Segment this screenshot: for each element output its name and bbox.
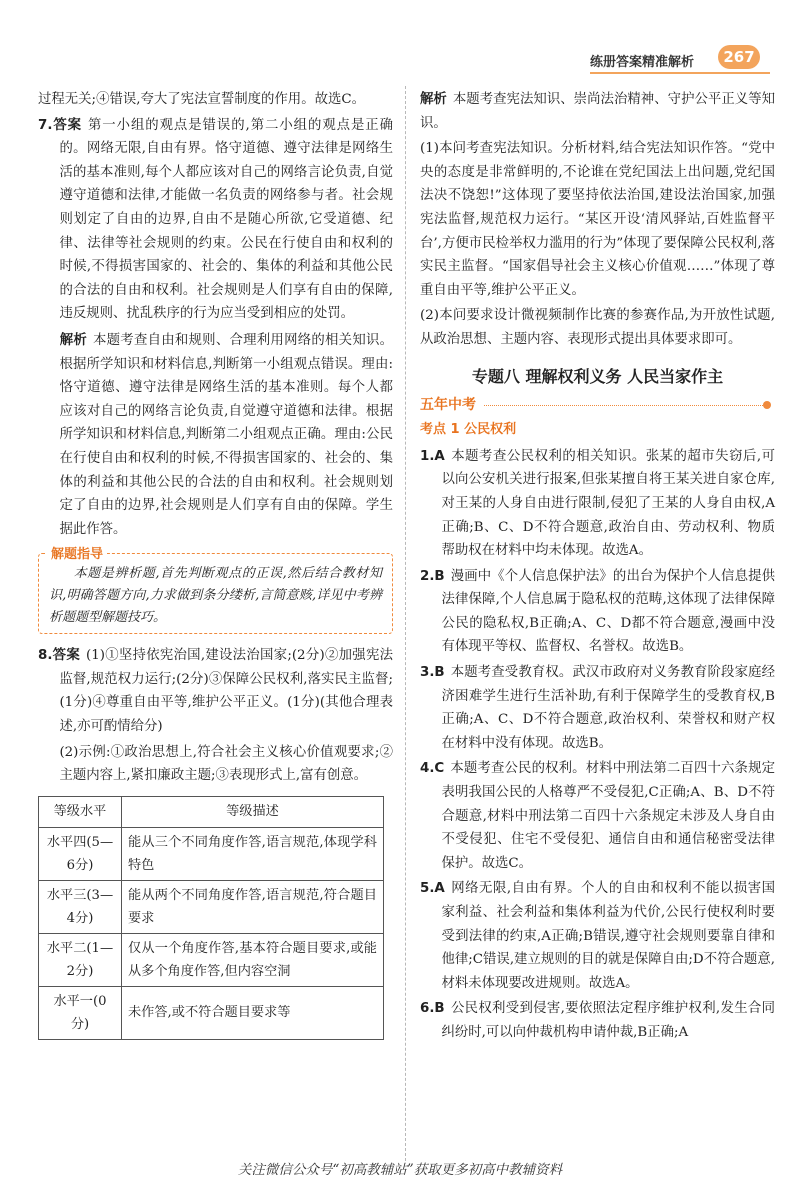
answer-item — [420, 757, 775, 875]
q8-analysis — [420, 88, 775, 135]
q7-answer — [38, 114, 393, 326]
answer-number: 3.B — [420, 665, 445, 681]
five-year-heading — [420, 394, 775, 414]
tip-title: 解题指导 — [47, 544, 107, 566]
page-number: 267 — [718, 45, 760, 69]
answer-text: 本题考查受教育权。武汉市政府对义务教育阶段家庭经济困难学生进行生活补助,有利于保障学生的受教育权,B正确;A、C、D不符合题意,政治权利、荣誉权和财产权在材料中没有体现。故选B。 — [441, 665, 775, 751]
level-cell: 水平四(5—6分) — [39, 827, 122, 880]
q7-analysis-label: 解析 — [59, 332, 87, 348]
level-cell: 水平一(0分) — [39, 986, 122, 1039]
q8-answer-label: 答案 — [52, 648, 80, 664]
right-column — [420, 88, 775, 1047]
q7-number: 7. — [38, 117, 53, 133]
q7-answer-text: 第一小组的观点是错误的,第二小组的观点是正确的。网络无限,自由有界。恪守道德、遵守法律是网络生活的基本准则,每个人都应该对自己的网络言论负责,自觉遵守道德和法律,才能做一名负责的网络参与者。社会规则划定了自由的边界,自由不是随心所欲,它受道德、纪律、法律等社会规则的约束。公民在行使自由和权利的时候,不得损害国家的、社会的、集体的利益和其他公民的合法的自由和权利。社会规则是人们享有自由的保障,违反规则、扰乱秩序的行为应当受到相应的处罚。 — [59, 117, 393, 322]
q7-answer-label: 答案 — [52, 117, 82, 133]
q8-answer — [38, 644, 393, 738]
grade-table — [38, 796, 384, 1040]
q8-analysis-intro: 本题考查宪法知识、崇尚法治精神、守护公平正义等知识。 — [420, 92, 776, 131]
answer-text: 公民权利受到侵害,要依照法定程序维护权利,发生合同纠纷时,可以向仲裁机构申请仲裁,B正确;A — [441, 1001, 775, 1040]
q8-analysis-label: 解析 — [420, 92, 447, 107]
tip-box — [38, 547, 393, 634]
header-desc: 等级描述 — [122, 796, 384, 827]
answer-number: 4.C — [420, 761, 445, 777]
answer-text: 漫画中《个人信息保护法》的出台为保护个人信息提供法律保障,个人信息属于隐私权的范畴,这体现了法律保障公民的隐私权,B正确;A、C、D都不符合题意,漫画中没有体现平等权、监督权、名誉权。故选B。 — [441, 568, 775, 655]
page-header — [590, 43, 770, 77]
q8-answer-text: (1)①坚持依宪治国,建设法治国家;(2分)②加强宪法监督,规范权力运行;(2分)③保障公民权利,落实民主监督;(1分)④尊重自由平等,维护公平正义。(1分)(其他合理表述,亦可酌情给分) — [59, 648, 394, 735]
header-level: 等级水平 — [39, 796, 122, 827]
q8-analysis-part2: (2)本问要求设计微视频制作比赛的参赛作品,为开放性试题,从政治思想、主题内容、表现形式提出具体要求即可。 — [420, 308, 775, 347]
answer-item — [420, 661, 775, 755]
page-footer: 关注微信公众号“初高教辅站”获取更多初高中教辅资料 — [237, 1162, 563, 1178]
desc-cell: 能从两个不同角度作答,语言规范,符合题目要求 — [122, 880, 384, 933]
rule-dot-icon — [763, 401, 771, 409]
answer-item — [420, 565, 775, 659]
desc-cell: 仅从一个角度作答,基本符合题目要求,或能从多个角度作答,但内容空洞 — [122, 933, 384, 986]
answer-number: 5.A — [420, 881, 445, 897]
answer-item — [420, 445, 775, 563]
dotted-rule — [484, 405, 763, 406]
q7-analysis-text: 本题考查自由和规则、合理利用网络的相关知识。根据所学知识和材料信息,判断第一小组观点错误。理由:恪守道德、遵守法律是网络生活的基本准则。每个人都应该对自己的网络言论负责,自觉遵守道德和法律。根据所学知识和材料信息,判断第二小组观点正确。理由:公民在行使自由和权利的时候,不得损害国家的、社会的、集体的利益和其他公民的合法的自由和权利。社会规则划定了自由的边界,社会规则是人们享有自由的保障。学生据此作答。 — [59, 332, 394, 537]
table-row — [39, 880, 384, 933]
answer-item — [420, 997, 775, 1044]
table-row — [39, 986, 384, 1039]
q7-analysis — [38, 329, 393, 541]
header-title: 练册答案精准解析 — [590, 55, 695, 70]
answer-text: 本题考查公民权利的相关知识。张某的超市失窃后,可以向公安机关进行报案,但张某擅自将王某关进自家仓库,对王某的人身自由进行限制,侵犯了王某的人身自由权,A正确;B、C、D不符合题意,政治自由、劳动权利、物质帮助权在材料中均未体现。故选A。 — [441, 448, 775, 559]
answer-number: 1.A — [420, 448, 445, 464]
level-cell: 水平二(1—2分) — [39, 933, 122, 986]
q8-number: 8. — [38, 648, 53, 664]
grade-table-header — [39, 796, 384, 827]
q8-analysis-part1: (1)本问考查宪法知识。分析材料,结合宪法知识作答。“党中央的态度是非常鲜明的,不论谁在党纪国法上出问题,党纪国法决不饶恕!”这体现了要坚持依法治国,建设法治国家,加强宪法监督,规范权力运行。“某区开设‘清风驿站,百姓监督平台’,方便市民检举权力滥用的行为”体现了要保障公民权利,落实民主监督。“国家倡导社会主义核心价值观……”体现了尊重自由平等,维护公平正义。 — [420, 141, 775, 298]
answer-number: 6.B — [420, 1001, 445, 1017]
q8-example: (2)示例:①政治思想上,符合社会主义核心价值观要求;②主题内容上,紧扣廉政主题;③表现形式上,富有创意。 — [59, 744, 393, 784]
answer-text: 网络无限,自由有界。个人的自由和权利不能以损害国家利益、社会利益和集体利益为代价,公民行使权利时要受到法律的约束,A正确;B错误,遵守社会规则要靠自律和他律;C错误,建立规则的目的就是保障自由;D不符合题意,材料未体现要改进规则。故选A。 — [441, 881, 775, 991]
section-title: 专题八 理解权利义务 人民当家作主 — [471, 366, 724, 386]
header-rule — [590, 72, 770, 74]
kaodian-heading: 考点 1 公民权利 — [420, 422, 517, 438]
left-column — [38, 88, 393, 1040]
answer-text: 本题考查公民的权利。材料中刑法第二百四十六条规定表明我国公民的人格尊严不受侵犯,C正确;A、B、D不符合题意,材料中刑法第二百四十六条规定未涉及人身自由不受侵犯、住宅不受侵犯、通信自由和通信秘密受法律保护。故选C。 — [441, 761, 775, 871]
desc-cell: 未作答,或不符合题目要求等 — [122, 986, 384, 1039]
column-divider — [405, 86, 406, 1161]
table-row — [39, 827, 384, 880]
desc-cell: 能从三个不同角度作答,语言规范,体现学科特色 — [122, 827, 384, 880]
answer-number: 2.B — [420, 568, 445, 584]
level-cell: 水平三(3—4分) — [39, 880, 122, 933]
tip-text: 本题是辨析题,首先判断观点的正误,然后结合教材知识,明确答题方向,力求做到条分缕析,言简意赅,详见中考辨析题题型解题技巧。 — [49, 566, 382, 626]
table-row — [39, 933, 384, 986]
intro-text: 过程无关;④错误,夸大了宪法宣誓制度的作用。故选C。 — [38, 92, 365, 107]
answer-item — [420, 877, 775, 995]
five-year-label: 五年中考 — [420, 397, 476, 414]
